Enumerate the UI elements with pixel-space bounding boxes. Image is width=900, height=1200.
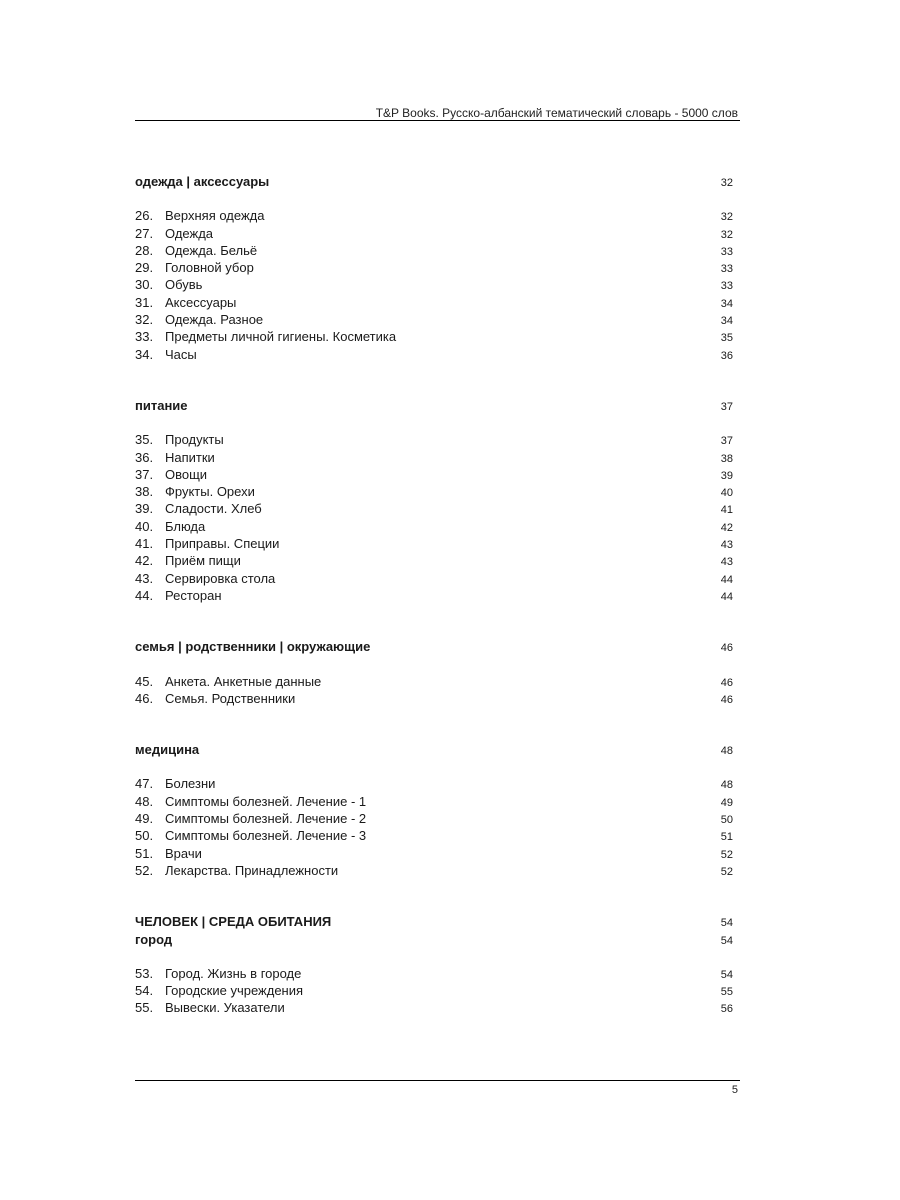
toc-entry-number: 42. [135, 553, 154, 569]
toc-entry-title: Городские учреждения [165, 983, 304, 999]
toc-entry [135, 450, 733, 467]
toc-entry-number: 40. [135, 518, 154, 534]
toc-entry-number: 35. [135, 432, 154, 448]
toc-entry-number: 45. [135, 673, 154, 689]
toc-entry-page: 39 [720, 469, 733, 482]
toc-entry-number: 50. [135, 828, 154, 844]
toc-entry-title: Блюда [165, 518, 206, 534]
toc-entry-title: Симптомы болезней. Лечение - 3 [165, 828, 367, 844]
toc-entry-page: 56 [720, 1003, 733, 1016]
toc-entry-number: 51. [135, 845, 154, 861]
section-heading-page: 48 [720, 745, 733, 758]
toc-entry-page: 33 [720, 280, 733, 293]
toc-entry-title: Врачи [165, 845, 202, 861]
toc-entry-number: 43. [135, 570, 154, 586]
toc-entry-title: Головной убор [165, 260, 254, 276]
toc-entry [135, 863, 733, 880]
toc-entry-number: 32. [135, 312, 154, 328]
toc-entry-title: Предметы личной гигиены. Косметика [165, 329, 397, 345]
toc-entry-number: 37. [135, 466, 154, 482]
section-heading-page: 54 [720, 934, 733, 947]
toc-entry-number: 30. [135, 277, 154, 293]
toc-entry-number: 47. [135, 776, 154, 792]
toc-entry-title: Симптомы болезней. Лечение - 1 [165, 793, 367, 809]
toc-entry [135, 484, 733, 501]
toc-entry-list [135, 776, 733, 880]
toc-entry-title: Фрукты. Орехи [165, 484, 255, 500]
toc-entry-list [135, 432, 733, 605]
toc-entry-page: 43 [720, 539, 733, 552]
toc-entry [135, 226, 733, 243]
toc-entry-number: 55. [135, 1000, 154, 1016]
section-heading-page: 54 [720, 917, 733, 930]
running-header: T&P Books. Русско-албанский тематический словарь - 5000 слов [375, 106, 738, 120]
toc-entry [135, 347, 733, 364]
toc-entry-title: Обувь [165, 277, 203, 293]
section-heading-title: ЧЕЛОВЕК | СРЕДА ОБИТАНИЯ [135, 914, 332, 930]
toc-entry-page: 48 [720, 779, 733, 792]
toc-entry-number: 29. [135, 260, 154, 276]
toc-entry-number: 26. [135, 208, 154, 224]
section-heading-title: медицина [135, 742, 200, 758]
section-heading-page: 32 [720, 177, 733, 189]
toc-entry [135, 243, 733, 260]
toc-entry [135, 776, 733, 793]
toc-entry [135, 260, 733, 277]
toc-entry [135, 571, 733, 588]
toc-entry-page: 42 [720, 521, 733, 534]
toc-entry-title: Приправы. Специи [165, 536, 280, 552]
toc-entry-page: 34 [720, 297, 733, 310]
toc-section [135, 398, 733, 605]
section-heading-title: семья | родственники | окружающие [135, 639, 371, 655]
toc-entry [135, 691, 733, 708]
toc-entry-page: 46 [720, 676, 733, 689]
toc-entry-page: 32 [720, 228, 733, 241]
toc-entry-number: 36. [135, 449, 154, 465]
toc-entry-page: 43 [720, 556, 733, 569]
toc-entry-number: 44. [135, 587, 154, 603]
toc-entry-page: 35 [720, 332, 733, 345]
toc-entry-number: 28. [135, 242, 154, 258]
toc-entry [135, 588, 733, 605]
section-heading [135, 639, 733, 656]
footer-divider [135, 1080, 740, 1081]
toc-entry [135, 553, 733, 570]
toc-entry-list [135, 966, 733, 1018]
toc-entry-page: 51 [720, 831, 733, 844]
toc-entry-title: Ресторан [165, 587, 222, 603]
toc-entry [135, 674, 733, 691]
toc-entry-title: Вывески. Указатели [165, 1000, 285, 1016]
toc-entry-number: 34. [135, 346, 154, 362]
toc-section [135, 914, 733, 1017]
toc-entry [135, 1000, 733, 1017]
toc-entry [135, 432, 733, 449]
toc-entry-title: Сервировка стола [165, 570, 276, 586]
toc-entry-title: Аксессуары [165, 294, 237, 310]
toc-section [135, 174, 733, 364]
toc-section [135, 742, 733, 880]
toc-entry-title: Продукты [165, 432, 224, 448]
section-heading [135, 932, 733, 949]
section-heading [135, 174, 733, 191]
section-heading-title: питание [135, 397, 188, 413]
section-heading-title: город [135, 931, 173, 947]
toc-entry-page: 32 [720, 211, 733, 224]
toc-entry-title: Болезни [165, 776, 216, 792]
toc-entry-number: 46. [135, 690, 154, 706]
section-heading [135, 742, 733, 759]
toc-entry-page: 41 [720, 504, 733, 517]
toc-section [135, 639, 733, 708]
toc-entry-list [135, 674, 733, 709]
toc-entry [135, 467, 733, 484]
toc-entry [135, 329, 733, 346]
toc-entry-page: 37 [720, 435, 733, 448]
toc-entry-page: 54 [720, 968, 733, 981]
toc-entry [135, 519, 733, 536]
table-of-contents [135, 174, 733, 1052]
toc-entry [135, 811, 733, 828]
toc-entry-page: 44 [720, 590, 733, 603]
toc-entry-number: 38. [135, 484, 154, 500]
toc-entry [135, 501, 733, 518]
toc-entry-page: 52 [720, 865, 733, 878]
toc-entry-title: Одежда. Бельё [165, 242, 258, 258]
toc-entry-number: 39. [135, 501, 154, 517]
toc-entry [135, 208, 733, 225]
toc-entry-title: Лекарства. Принадлежности [165, 862, 339, 878]
toc-entry-page: 38 [720, 452, 733, 465]
toc-entry-number: 31. [135, 294, 154, 310]
toc-entry-number: 41. [135, 536, 154, 552]
toc-entry-number: 54. [135, 983, 154, 999]
toc-entry-page: 49 [720, 796, 733, 809]
toc-entry [135, 966, 733, 983]
section-heading [135, 914, 733, 931]
toc-entry-number: 48. [135, 793, 154, 809]
toc-entry [135, 794, 733, 811]
toc-entry-title: Симптомы болезней. Лечение - 2 [165, 811, 367, 827]
section-heading [135, 398, 733, 415]
toc-entry-page: 55 [720, 986, 733, 999]
toc-entry-title: Сладости. Хлеб [165, 501, 262, 517]
toc-entry-number: 49. [135, 811, 154, 827]
toc-entry-page: 44 [720, 573, 733, 586]
toc-entry-title: Город. Жизнь в городе [165, 965, 302, 981]
toc-entry [135, 536, 733, 553]
toc-entry-title: Верхняя одежда [165, 208, 265, 224]
toc-entry-page: 36 [720, 349, 733, 362]
header-divider [135, 120, 740, 121]
toc-entry [135, 312, 733, 329]
page-number: 5 [731, 1084, 738, 1096]
toc-entry-page: 52 [720, 848, 733, 861]
toc-entry-title: Семья. Родственники [165, 690, 296, 706]
toc-entry-number: 52. [135, 862, 154, 878]
toc-entry [135, 983, 733, 1000]
toc-entry [135, 277, 733, 294]
toc-entry-title: Одежда [165, 225, 214, 241]
section-heading-title: одежда | аксессуары [135, 174, 270, 189]
toc-entry-number: 53. [135, 965, 154, 981]
toc-entry-page: 34 [720, 315, 733, 328]
toc-entry [135, 295, 733, 312]
toc-entry-page: 33 [720, 263, 733, 276]
section-heading-page: 46 [720, 642, 733, 655]
toc-entry-list [135, 208, 733, 364]
toc-entry-title: Одежда. Разное [165, 312, 264, 328]
toc-entry-number: 27. [135, 225, 154, 241]
toc-entry-page: 50 [720, 814, 733, 827]
toc-entry-page: 40 [720, 487, 733, 500]
toc-entry-title: Часы [165, 346, 197, 362]
toc-entry [135, 828, 733, 845]
toc-entry-title: Анкета. Анкетные данные [165, 673, 322, 689]
toc-entry-page: 33 [720, 245, 733, 258]
toc-entry-page: 46 [720, 693, 733, 706]
toc-entry-title: Напитки [165, 449, 215, 465]
toc-entry-title: Овощи [165, 466, 208, 482]
section-heading-page: 37 [720, 400, 733, 413]
toc-entry-number: 33. [135, 329, 154, 345]
toc-entry-title: Приём пищи [165, 553, 241, 569]
toc-entry [135, 846, 733, 863]
